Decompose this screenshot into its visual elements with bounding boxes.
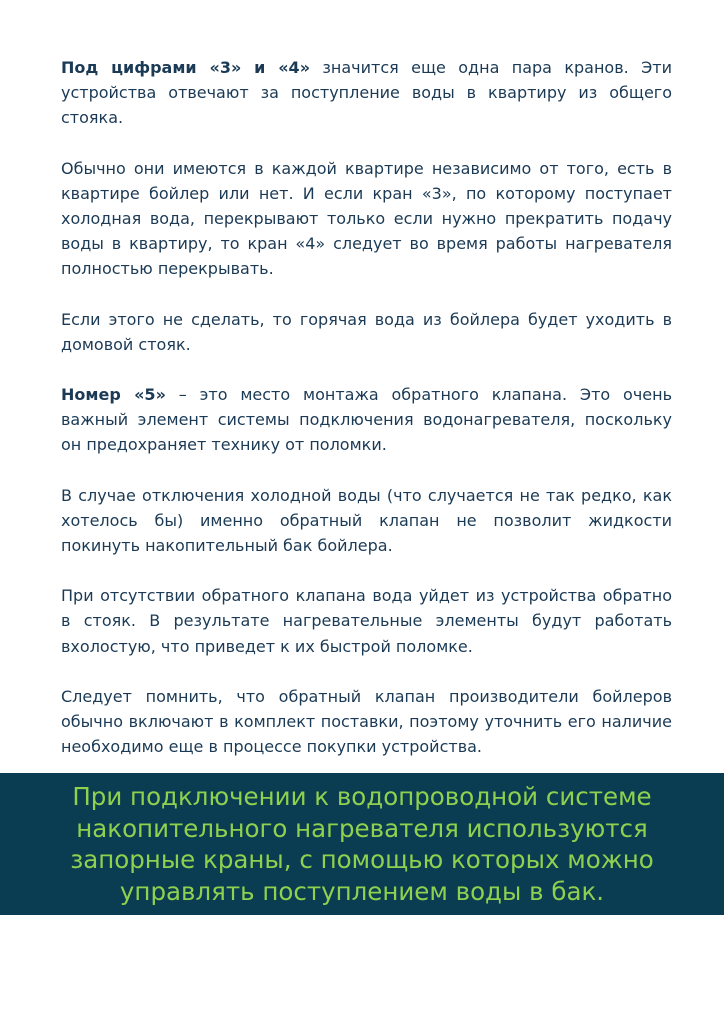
paragraph-bold-lead: Номер «5» (61, 385, 166, 405)
paragraph-cold-water-off (61, 483, 672, 559)
article-body (61, 55, 672, 784)
paragraph-hot-water-warning (61, 307, 672, 357)
paragraph-text: значится еще одна пара кранов. Эти устройства отвечают за поступление воды в квартиру из общего стояка. (61, 58, 673, 128)
paragraph-no-valve (61, 583, 672, 659)
paragraph-check-valve (61, 382, 672, 458)
callout-banner (0, 773, 724, 915)
paragraph-bold-lead: Под цифрами «3» и «4» (61, 58, 311, 77)
paragraph-taps-3-4 (61, 55, 672, 131)
paragraph-text: В случае отключения холодной воды (что случается не так редко, как хотелось бы) именно обратный клапан не позволит жидкости покинуть накопительный бак бойлера. (61, 485, 672, 556)
callout-text: При подключении к водопроводной системе накопительного нагревателя используются запорные краны, с помощью которых можно управлять поступлением воды в бак. (70, 782, 654, 906)
paragraph-text: – это место монтажа обратного клапана. Это очень важный элемент системы подключения водонагревателя, поскольку он предохраняет технику от поломки. (61, 385, 673, 455)
paragraph-text: Следует помнить, что обратный клапан производители бойлеров обычно включают в комплект поставки, поэтому уточнить его наличие необходимо еще в процессе покупки устройства. (61, 686, 672, 757)
paragraph-valve-included (61, 684, 672, 760)
paragraph-apartment-taps (61, 156, 672, 282)
paragraph-text: При отсутствии обратного клапана вода уйдет из устройства обратно в стояк. В результате нагревательные элементы будут работать вхолостую, что приведет к их быстрой поломке. (61, 586, 672, 656)
paragraph-text: Обычно они имеются в каждой квартире независимо от того, есть в квартире бойлер или нет. И если кран «3», по которому поступает холодная вода, перекрывают только если нужно прекратить подачу воды в квартиру, то кран «4» следует во время работы нагревателя полностью перекрывать. (61, 158, 672, 279)
paragraph-text: Если этого не сделать, то горячая вода из бойлера будет уходить в домовой стояк. (61, 309, 672, 354)
